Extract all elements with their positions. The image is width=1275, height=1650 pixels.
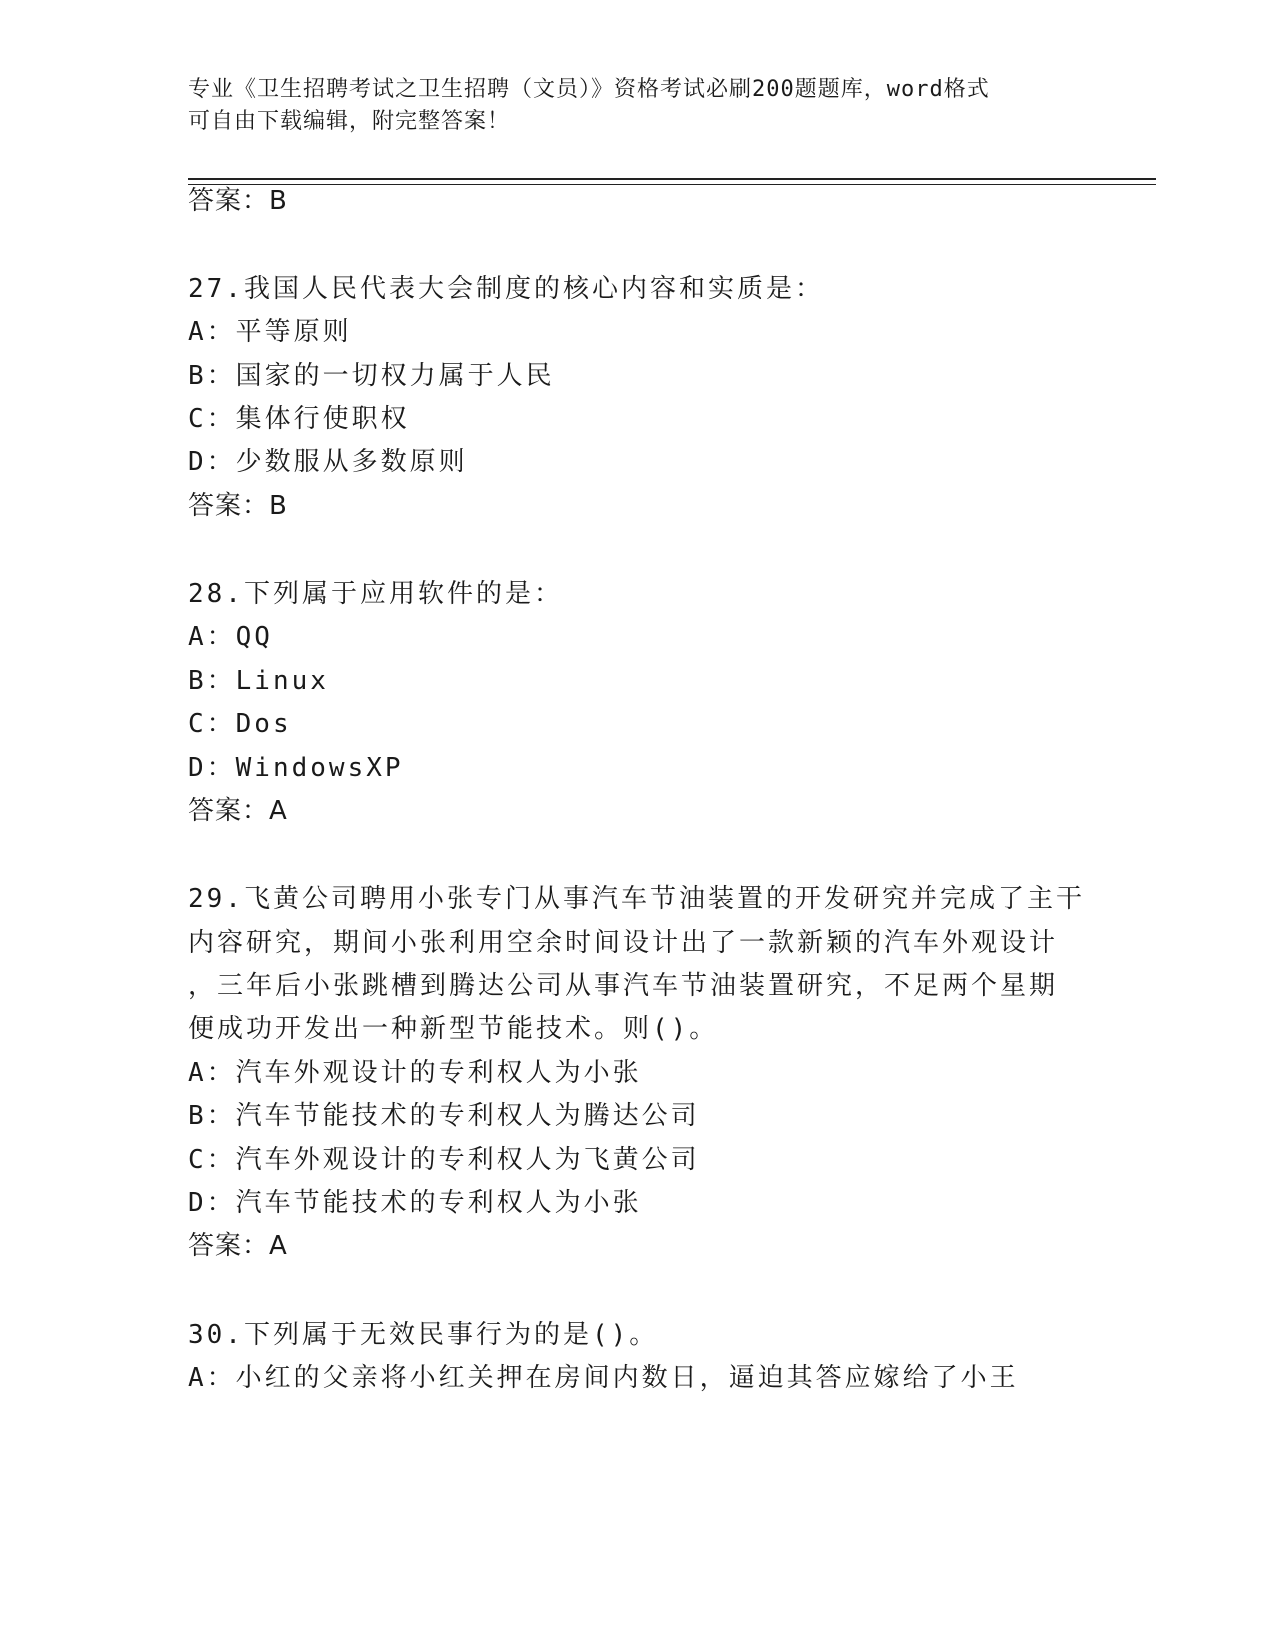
question-28-option-b: B：Linux [188, 666, 329, 696]
question-29-stem-line-2: 内容研究，期间小张利用空余时间设计出了一款新颖的汽车外观设计 [188, 928, 1059, 958]
question-29-stem-line-4: 便成功开发出一种新型节能技术。则()。 [188, 1014, 719, 1044]
question-28-stem: 28.下列属于应用软件的是： [188, 579, 563, 609]
header-divider-thin [188, 184, 1156, 185]
question-29-option-d: D：汽车节能技术的专利权人为小张 [188, 1188, 642, 1218]
question-27-answer: 答案：B [188, 491, 288, 521]
question-27-option-c: C：集体行使职权 [188, 404, 410, 434]
question-27-option-b: B：国家的一切权力属于人民 [188, 361, 555, 391]
question-28-option-a: A：QQ [188, 622, 273, 652]
question-28-option-d: D：WindowsXP [188, 753, 404, 783]
document-header [188, 74, 1088, 138]
question-28-option-c: C：Dos [188, 709, 292, 739]
answer-line: 答案：B [188, 186, 288, 216]
header-line-1: 专业《卫生招聘考试之卫生招聘（文员）》资格考试必刷200题题库，word格式 [188, 77, 990, 102]
header-line-2: 可自由下载编辑，附完整答案！ [188, 109, 511, 134]
question-28-answer: 答案：A [188, 796, 288, 826]
question-30-option-a: A：小红的父亲将小红关押在房间内数日，逼迫其答应嫁给了小王 [188, 1363, 1019, 1393]
question-29-stem-line-1: 29.飞黄公司聘用小张专门从事汽车节油装置的开发研究并完成了主干 [188, 884, 1085, 914]
question-29-option-a: A：汽车外观设计的专利权人为小张 [188, 1058, 642, 1088]
question-27-option-a: A：平等原则 [188, 317, 352, 347]
question-27-option-d: D：少数服从多数原则 [188, 447, 468, 477]
question-27-stem: 27.我国人民代表大会制度的核心内容和实质是： [188, 274, 824, 304]
question-29-answer: 答案：A [188, 1231, 288, 1261]
question-30-stem: 30.下列属于无效民事行为的是()。 [188, 1320, 659, 1350]
question-29-stem-line-3: ，三年后小张跳槽到腾达公司从事汽车节油装置研究，不足两个星期 [188, 971, 1059, 1001]
question-29-option-c: C：汽车外观设计的专利权人为飞黄公司 [188, 1145, 700, 1175]
header-divider-thick [188, 178, 1156, 180]
question-29-option-b: B：汽车节能技术的专利权人为腾达公司 [188, 1101, 700, 1131]
